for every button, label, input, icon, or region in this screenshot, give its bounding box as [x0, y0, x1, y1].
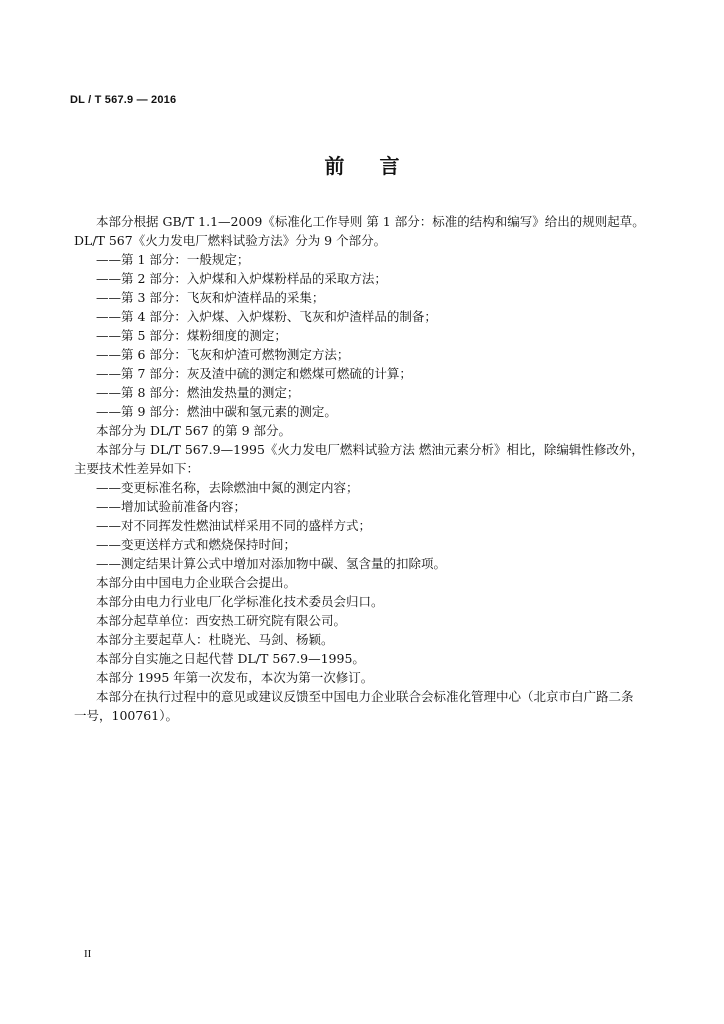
- list-item-part-2: ——第 2 部分：入炉煤和入炉煤粉样品的采取方法；: [96, 271, 387, 286]
- paragraph-drafters: 本部分主要起草人：杜晓光、马剑、杨颖。: [96, 632, 334, 647]
- paragraph-proposer: 本部分由中国电力企业联合会提出。: [96, 575, 297, 590]
- list-item-part-7: ——第 7 部分：灰及渣中硫的测定和燃煤可燃硫的计算；: [96, 366, 412, 381]
- paragraph-feedback-continuation: 一号，100761）。: [74, 708, 178, 723]
- page-title: 前 言: [324, 154, 400, 178]
- paragraph-drafting-unit: 本部分起草单位：西安热工研究院有限公司。: [96, 613, 347, 628]
- change-item-3: ——对不同挥发性燃油试样采用不同的盛样方式；: [96, 518, 372, 533]
- paragraph-release-history: 本部分 1995 年第一次发布，本次为第一次修订。: [96, 670, 374, 685]
- list-item-part-3: ——第 3 部分：飞灰和炉渣样品的采集；: [96, 290, 325, 305]
- list-item-part-9: ——第 9 部分：燃油中碳和氢元素的测定。: [96, 404, 337, 419]
- paragraph-parts-overview: DL/T 567《火力发电厂燃料试验方法》分为 9 个部分。: [74, 233, 387, 248]
- paragraph-comparison: 本部分与 DL/T 567.9—1995《火力发电厂燃料试验方法 燃油元素分析》相比，除编辑性修改外，: [96, 442, 644, 457]
- paragraph-part-statement: 本部分为 DL/T 567 的第 9 部分。: [96, 423, 292, 438]
- change-item-4: ——变更送样方式和燃烧保持时间；: [96, 537, 297, 552]
- change-item-1: ——变更标准名称，去除燃油中氮的测定内容；: [96, 480, 359, 495]
- paragraph-comparison-continuation: 主要技术性差异如下：: [74, 461, 200, 476]
- change-item-5: ——测定结果计算公式中增加对添加物中碳、氢含量的扣除项。: [96, 556, 447, 571]
- change-item-2: ——增加试验前准备内容；: [96, 499, 247, 514]
- page-number: II: [84, 948, 92, 960]
- list-item-part-6: ——第 6 部分：飞灰和炉渣可燃物测定方法；: [96, 347, 350, 362]
- document-body: [74, 212, 674, 725]
- paragraph-feedback: 本部分在执行过程中的意见或建议反馈至中国电力企业联合会标准化管理中心（北京市白广路二条: [96, 689, 634, 704]
- list-item-part-1: ——第 1 部分：一般规定；: [96, 252, 250, 267]
- paragraph-drafting-basis: 本部分根据 GB/T 1.1—2009《标准化工作导则 第 1 部分：标准的结构和编写》给出的规则起草。: [96, 214, 645, 229]
- list-item-part-8: ——第 8 部分：燃油发热量的测定；: [96, 385, 300, 400]
- list-item-part-4: ——第 4 部分：入炉煤、入炉煤粉、飞灰和炉渣样品的制备；: [96, 309, 437, 324]
- paragraph-administrator: 本部分由电力行业电厂化学标准化技术委员会归口。: [96, 594, 384, 609]
- list-item-part-5: ——第 5 部分：煤粉细度的测定；: [96, 328, 287, 343]
- standard-code: DL / T 567.9 — 2016: [70, 94, 177, 106]
- paragraph-replacement: 本部分自实施之日起代替 DL/T 567.9—1995。: [96, 651, 365, 666]
